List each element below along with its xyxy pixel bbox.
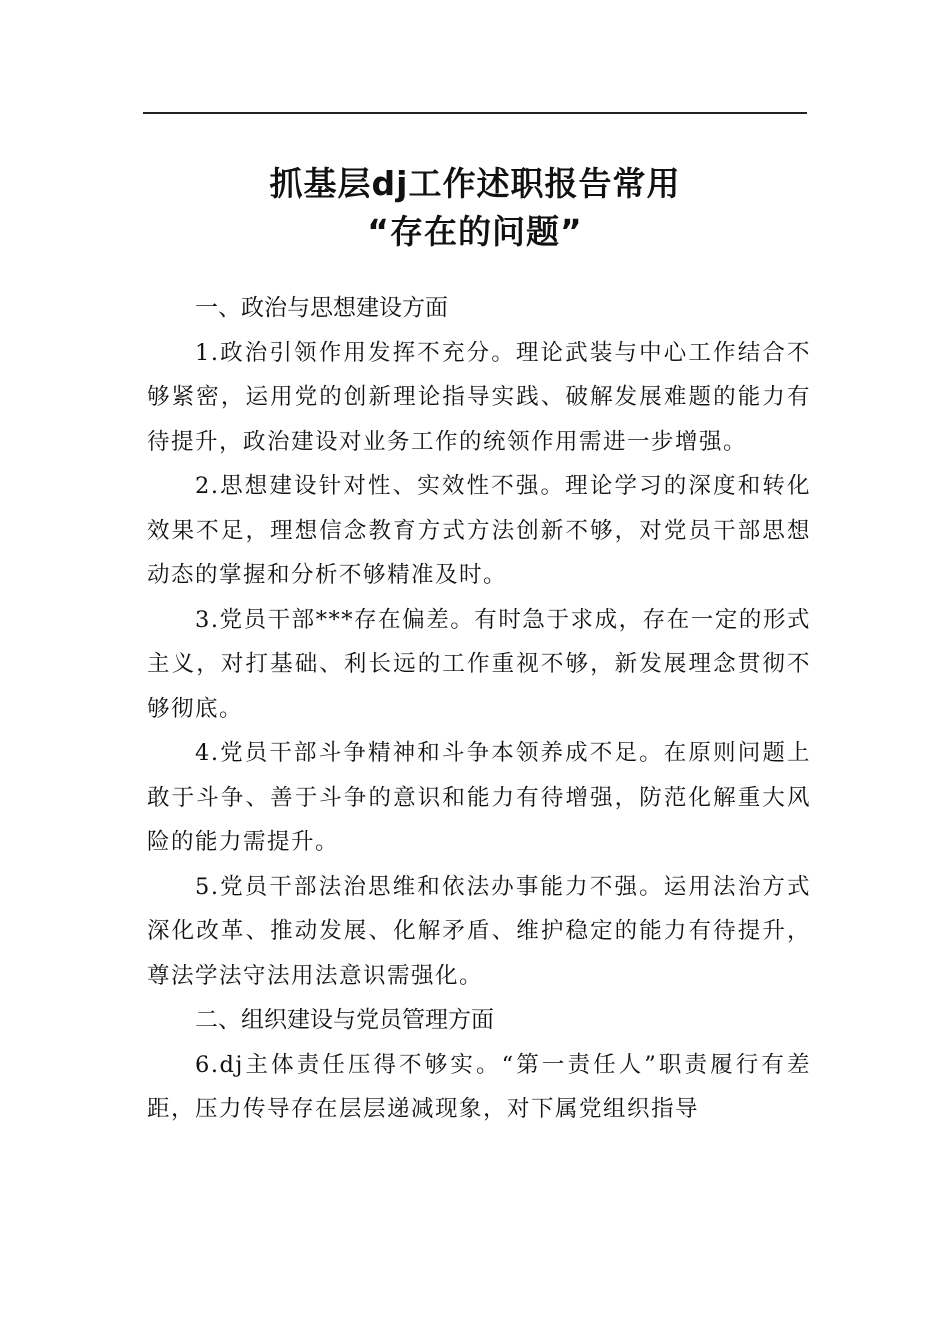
- list-item-3: 3.党员干部***存在偏差。有时急于求成，存在一定的形式主义，对打基础、利长远的工作重视不够，新发展理念贯彻不够彻底。: [147, 606, 811, 722]
- document-title: [143, 160, 807, 256]
- list-item-1: 1.政治引领作用发挥不充分。理论武装与中心工作结合不够紧密，运用党的创新理论指导实践、破解发展难题的能力有待提升，政治建设对业务工作的统领作用需进一步增强。: [147, 339, 811, 455]
- header-rule: [143, 112, 807, 114]
- title-line-1: 抓基层dj工作述职报告常用: [269, 164, 681, 203]
- list-item-5: 5.党员干部法治思维和依法办事能力不强。运用法治方式深化改革、推动发展、化解矛盾、维护稳定的能力有待提升，尊法学法守法用法意识需强化。: [147, 873, 811, 989]
- title-line-2: “存在的问题”: [367, 212, 583, 251]
- list-item-6: 6.dj主体责任压得不够实。“第一责任人”职责履行有差距，压力传导存在层层递减现象，对下属党组织指导: [147, 1051, 811, 1122]
- list-item-2: 2.思想建设针对性、实效性不强。理论学习的深度和转化效果不足，理想信念教育方式方法创新不够，对党员干部思想动态的掌握和分析不够精准及时。: [147, 473, 811, 588]
- list-item-4: 4.党员干部斗争精神和斗争本领养成不足。在原则问题上敢于斗争、善于斗争的意识和能力有待增强，防范化解重大风险的能力需提升。: [147, 740, 811, 855]
- section-heading-1: 一、政治与思想建设方面: [195, 295, 448, 321]
- document-body: [147, 286, 811, 1132]
- section-heading-2: 二、组织建设与党员管理方面: [195, 1007, 494, 1033]
